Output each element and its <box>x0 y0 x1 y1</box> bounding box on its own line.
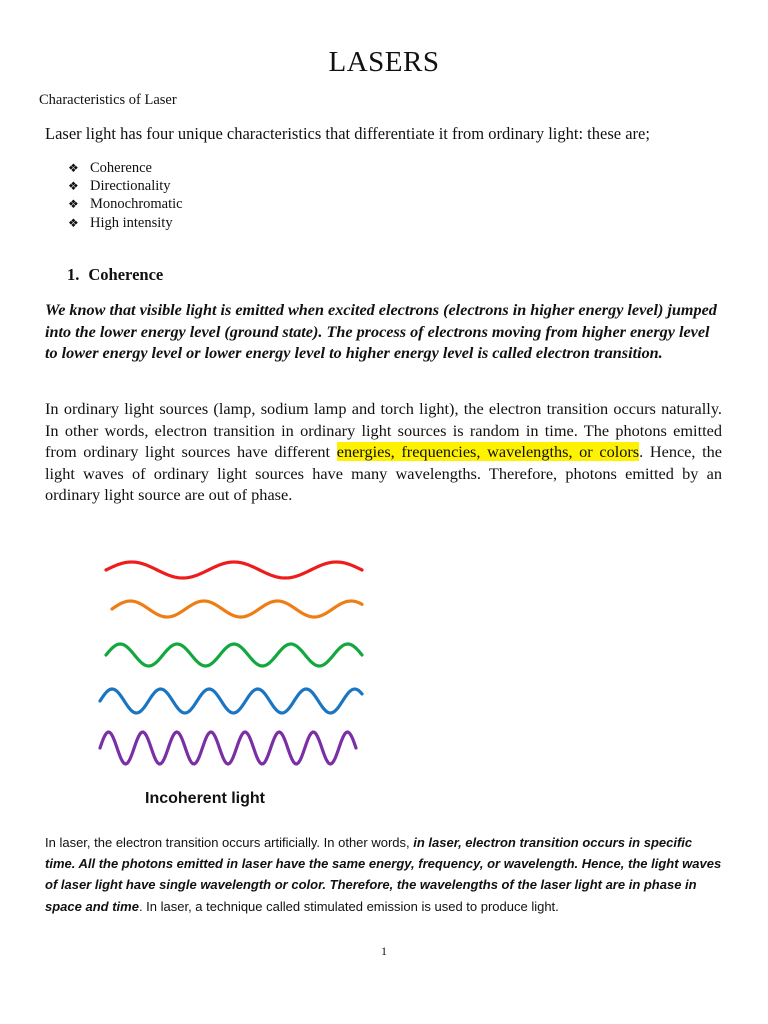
incoherent-light-waves-figure <box>92 548 372 778</box>
page-number: 1 <box>381 944 387 958</box>
diamond-bullet-icon: ❖ <box>68 215 79 230</box>
subtitle: Characteristics of Laser <box>39 92 177 108</box>
list-item: ❖ Directionality <box>68 178 171 195</box>
emphasized-text: in laser, electron transition occurs in specific time. All the photons emitted in laser have the same energy, frequency, or wavelength. Hence, the light waves of laser light have single wavelength or color. Therefore, the wavelengths of the laser light are in phase in space and time <box>45 835 722 914</box>
diamond-bullet-icon: ❖ <box>68 197 79 212</box>
characteristics-list <box>68 159 183 232</box>
list-item: ❖ High intensity <box>68 214 173 231</box>
list-item: ❖ Monochromatic <box>68 196 183 213</box>
figure-caption: Incoherent light <box>145 790 265 807</box>
ordinary-light-paragraph: In ordinary light sources (lamp, sodium lamp and torch light), the electron transition occurs naturally. In other words, electron transition in ordinary light sources is random in time. The photons emitted from ordinary light sources have different energies, frequencies, wavelengths, or colors. Hence, the light waves of ordinary light sources have many wavelengths. Therefore, photons emitted by an ordinary light source are out of phase. <box>45 399 722 504</box>
laser-light-paragraph: In laser, the electron transition occurs artificially. In other words, in laser, electron transition occurs in specific time. All the photons emitted in laser have the same energy, frequency, or wavelength. Hence, the light waves of laser light have single wavelength or color. Therefore, the wavelengths of the laser light are in phase in space and time. In laser, a technique called stimulated emission is used to produce light. <box>45 835 722 914</box>
section-heading <box>67 265 163 285</box>
electron-transition-paragraph: We know that visible light is emitted when excited electrons (electrons in higher energy level) jumped into the lower energy level (ground state). The process of electrons moving from higher energy level to lower energy level or lower energy level to higher energy level is called electron transition. <box>45 301 717 362</box>
wave-blue <box>100 689 362 713</box>
intro-text: Laser light has four unique characteristics that differentiate it from ordinary light: these are; <box>45 124 650 143</box>
diamond-bullet-icon: ❖ <box>68 161 79 175</box>
list-item: ❖ Coherence <box>68 160 152 176</box>
section-number: 1. <box>67 265 80 284</box>
page-title: LASERS <box>328 46 440 78</box>
wave-purple <box>100 732 356 764</box>
section-title: Coherence <box>88 265 164 284</box>
wave-red <box>106 562 362 578</box>
wave-orange <box>112 601 362 617</box>
diamond-bullet-icon: ❖ <box>68 179 79 194</box>
highlighted-text: energies, frequencies, wavelengths, or colors <box>336 442 640 461</box>
wave-green <box>106 644 362 666</box>
